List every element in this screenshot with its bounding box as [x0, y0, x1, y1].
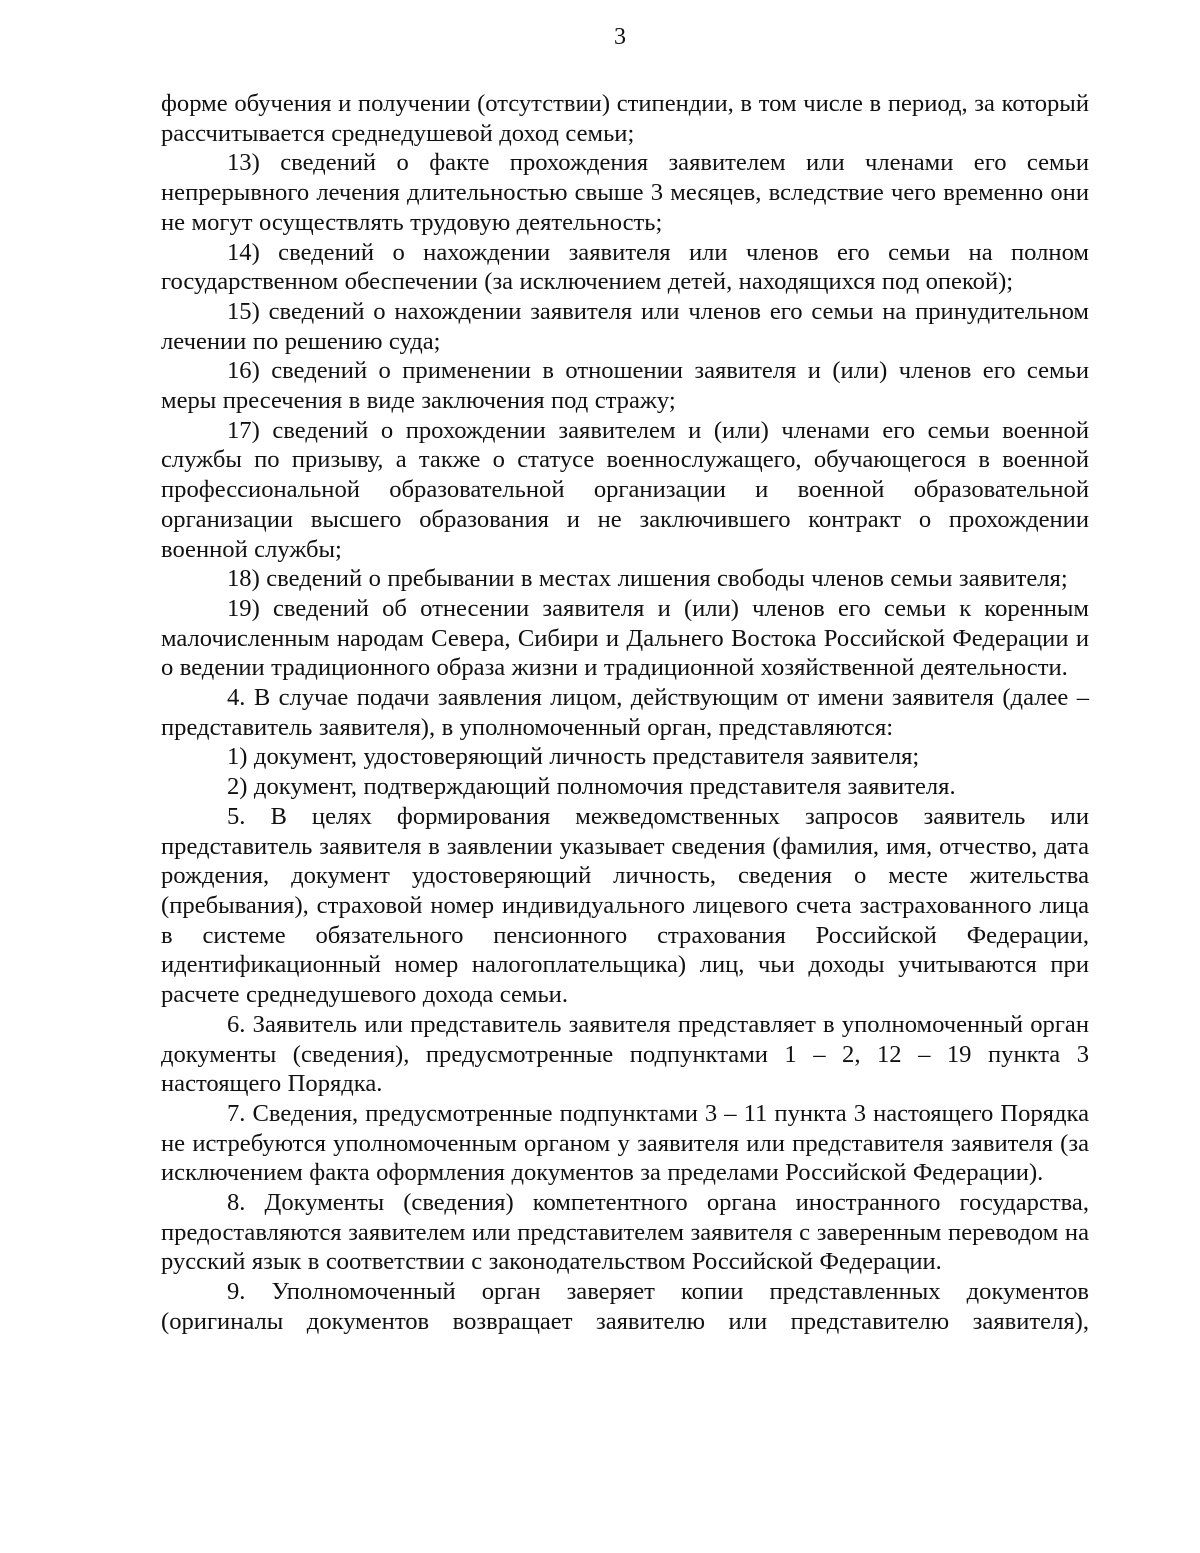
paragraph-item-15: 15) сведений о нахождении заявителя или членов его семьи на принудительном лечении по решению суда;: [161, 297, 1089, 355]
paragraph-section-4-item-1: 1) документ, удостоверяющий личность представителя заявителя;: [227, 743, 920, 771]
paragraph-section-9: 9. Уполномоченный орган заверяет копии представленных документов (оригиналы документов возвращает заявителю или представителю заявителя),: [161, 1278, 1089, 1335]
paragraph-item-18: 18) сведений о пребывании в местах лишения свободы членов семьи заявителя;: [227, 565, 1068, 593]
paragraph-section-4-item-2: 2) документ, подтверждающий полномочия представителя заявителя.: [227, 773, 956, 801]
paragraph-section-4: 4. В случае подачи заявления лицом, действующим от имени заявителя (далее – представитель заявителя), в уполномоченный орган, представляются:: [161, 684, 1089, 741]
page-number: 3: [614, 24, 626, 50]
paragraph-item-19: 19) сведений об отнесении заявителя и (или) членов его семьи к коренным малочисленным народам Севера, Сибири и Дальнего Востока Российской Федерации и о ведении традиционного образа жизни и традиционной хозяйственной деятельности.: [161, 594, 1089, 682]
paragraph-section-8: 8. Документы (сведения) компетентного органа иностранного государства, предоставляются заявителем или представителем заявителя с заверенным переводом на русский язык в соответствии с законодательством Российской Федерации.: [161, 1189, 1089, 1276]
paragraph-item-17: 17) сведений о прохождении заявителем и (или) членами его семьи военной службы по призыву, а также о статусе военнослужащего, обучающегося в военной профессиональной образовательной организации и военной образовательной организации высшего образования и не заключившего контракт о прохождении военной службы;: [161, 416, 1089, 563]
paragraph-item-16: 16) сведений о применении в отношении заявителя и (или) членов его семьи меры пресечения в виде заключения под стражу;: [161, 357, 1089, 415]
paragraph-item-14: 14) сведений о нахождении заявителя или членов его семьи на полном государственном обеспечении (за исключением детей, находящихся под опекой);: [161, 238, 1089, 296]
paragraph-section-5: 5. В целях формирования межведомственных запросов заявитель или представитель заявителя в заявлении указывает сведения (фамилия, имя, отчество, дата рождения, документ удостоверяющий личность, сведения о месте жительства (пребывания), страховой номер индивидуального лицевого счета застрахованного лица в системе обязательного пенсионного страхования Российской Федерации, идентификационный номер налогоплательщика) лиц, чьи доходы учитываются при расчете среднедушевого дохода семьи.: [161, 802, 1089, 1009]
paragraph-continuation: форме обучения и получении (отсутствии) стипендии, в том числе в период, за который рассчитывается среднедушевой доход семьи;: [161, 90, 1089, 147]
paragraph-section-7: 7. Сведения, предусмотренные подпунктами 3 – 11 пункта 3 настоящего Порядка не истребуются уполномоченным органом у заявителя или представителя заявителя (за исключением факта оформления документов за пределами Российской Федерации).: [161, 1099, 1089, 1187]
paragraph-section-6: 6. Заявитель или представитель заявителя представляет в уполномоченный орган документы (сведения), предусмотренные подпунктами 1 – 2, 12 – 19 пункта 3 настоящего Порядка.: [161, 1010, 1089, 1098]
document-body: [161, 89, 1089, 1337]
paragraph-item-13: 13) сведений о факте прохождения заявителем или членами его семьи непрерывного лечения длительностью свыше 3 месяцев, вследствие чего временно они не могут осуществлять трудовую деятельность;: [161, 149, 1089, 236]
